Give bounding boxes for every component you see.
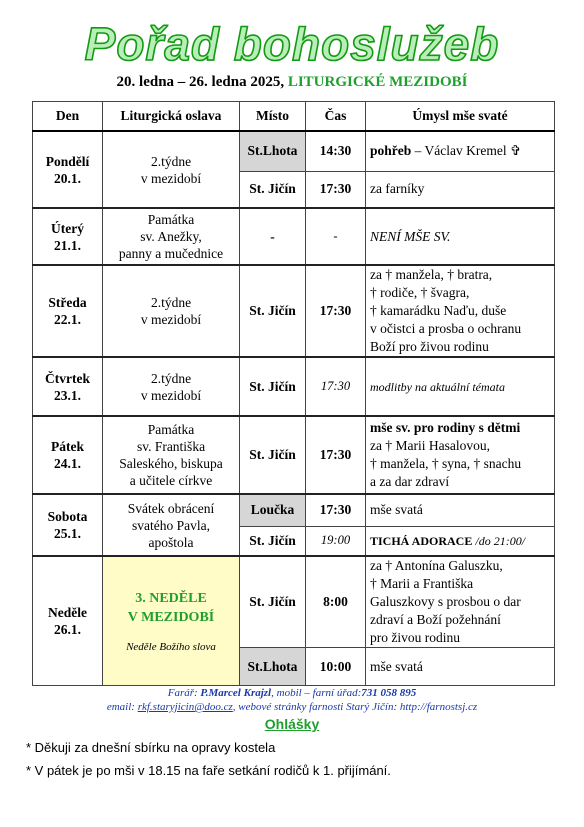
header-place: Místo <box>240 102 306 132</box>
intention-cell: mše svatá <box>366 648 555 686</box>
time-cell: 14:30 <box>306 131 366 171</box>
email-link[interactable]: rkf.staryjicin@doo.cz <box>137 701 233 713</box>
time-cell: 17:30 <box>306 265 366 357</box>
celebration-cell: 2.týdne v mezidobí <box>103 357 240 416</box>
date-range: 20. ledna – 26. ledna 2025, <box>116 74 285 90</box>
day-cell: Pátek 24.1. <box>33 416 103 494</box>
intention-cell: za † Antonína Galuszku, † Marii a Františka Galuszkovy s prosbou o dar zdraví a Boží požehnání pro živou rodinu <box>366 556 555 648</box>
day-cell: Středa 22.1. <box>33 265 103 357</box>
intention-cell: pohřeb – Václav Kremel ✞ <box>366 131 555 171</box>
footer-web: email: rkf.staryjicin@doo.cz, webové stránky farnosti Starý Jičín: http://farnostsj.cz <box>106 701 478 713</box>
header-celebration: Liturgická oslava <box>103 102 240 132</box>
time-cell: 19:00 <box>306 526 366 556</box>
table-row <box>33 556 555 648</box>
time-cell: 17:30 <box>306 357 366 416</box>
intention-cell: mše sv. pro rodiny s dětmi za † Marii Hasalovou, † manžela, † syna, † snachu a za dar zdraví <box>366 416 555 494</box>
intention-cell: TICHÁ ADORACE /do 21:00/ <box>366 526 555 556</box>
celebration-cell: 2.týdne v mezidobí <box>103 131 240 208</box>
phone-number: 731 058 895 <box>361 687 417 699</box>
table-row <box>33 494 555 526</box>
day-cell: Čtvrtek 23.1. <box>33 357 103 416</box>
celebration-cell: Svátek obrácení svatého Pavla, apoštola <box>103 494 240 556</box>
celebration-cell: Památka sv. Františka Saleského, biskupa a učitele církve <box>103 416 240 494</box>
time-cell: 17:30 <box>306 416 366 494</box>
header-intention: Úmysl mše svaté <box>366 102 555 132</box>
liturgical-period: LITURGICKÉ MEZIDOBÍ <box>287 74 468 90</box>
table-row <box>33 416 555 494</box>
footer-contact: Farář: P.Marcel Krajzl, mobil – farní úřad:731 058 895 <box>167 687 417 699</box>
announcements-title: Ohlášky <box>264 716 320 732</box>
intention-cell: mše svatá <box>366 494 555 526</box>
table-row <box>33 357 555 416</box>
day-cell: Pondělí 20.1. <box>33 131 103 208</box>
time-cell: 17:30 <box>306 494 366 526</box>
place-cell: St.Lhota <box>240 131 306 171</box>
table-row <box>33 265 555 357</box>
time-cell: 17:30 <box>306 171 366 208</box>
page-subtitle <box>0 74 584 91</box>
header-day: Den <box>33 102 103 132</box>
place-cell: Loučka <box>240 494 306 526</box>
place-cell: St. Jičín <box>240 357 306 416</box>
place-cell: St. Jičín <box>240 416 306 494</box>
place-cell: St. Jičín <box>240 265 306 357</box>
day-cell: Úterý 21.1. <box>33 208 103 265</box>
intention-cell: NENÍ MŠE SV. <box>366 208 555 265</box>
table-header <box>33 102 555 132</box>
place-cell: St. Jičín <box>240 171 306 208</box>
sunday-celebration-cell: 3. NEDĚLE V MEZIDOBÍ Neděle Božího slova <box>103 556 240 686</box>
place-cell: - <box>240 208 306 265</box>
priest-name: P.Marcel Krajzl <box>200 687 272 699</box>
place-cell: St.Lhota <box>240 648 306 686</box>
celebration-cell: Památka sv. Anežky, panny a mučednice <box>103 208 240 265</box>
page-title: Pořad bohoslužeb <box>84 18 500 70</box>
day-cell: Sobota 25.1. <box>33 494 103 556</box>
announcement-item: * Děkuji za dnešní sbírku na opravy kostela <box>26 740 276 755</box>
table-row <box>33 208 555 265</box>
intention-cell: modlitby na aktuální témata <box>366 357 555 416</box>
place-cell: St. Jičín <box>240 526 306 556</box>
schedule-table <box>32 101 555 686</box>
time-cell: - <box>306 208 366 265</box>
announcement-item: * V pátek je po mši v 18.15 na faře setkání rodičů k 1. přijímání. <box>26 763 391 778</box>
day-cell: Neděle 26.1. <box>33 556 103 686</box>
table-row <box>33 131 555 171</box>
intention-cell: za farníky <box>366 171 555 208</box>
intention-cell: za † manžela, † bratra, † rodiče, † švagra, † kamarádku Naďu, duše v očistci a prosba o ochranu Boží pro živou rodinu <box>366 265 555 357</box>
time-cell: 10:00 <box>306 648 366 686</box>
header-time: Čas <box>306 102 366 132</box>
time-cell: 8:00 <box>306 556 366 648</box>
place-cell: St. Jičín <box>240 556 306 648</box>
celebration-cell: 2.týdne v mezidobí <box>103 265 240 357</box>
